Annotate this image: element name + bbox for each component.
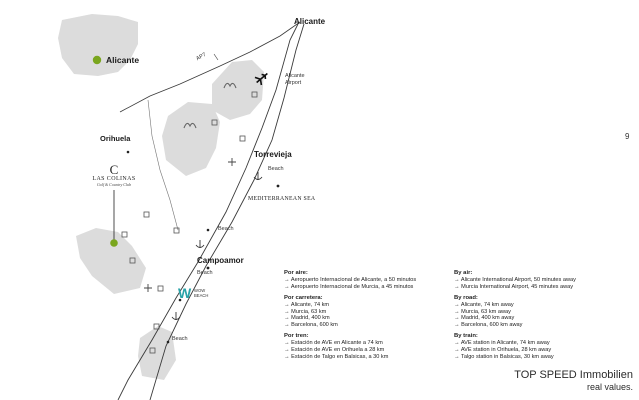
land-area-torrevieja: [162, 102, 220, 176]
las-colinas-marker: [110, 239, 118, 247]
distance-item: → Aeropuerto Internacional de Alicante, a 50 minutos: [284, 277, 452, 284]
las-colinas-subtitle: Golf & Country Club: [96, 182, 132, 187]
ap7-label: AP7: [195, 51, 208, 63]
distance-item: → Murcia International Airport, 45 minutes away: [454, 284, 634, 291]
las-colinas-name: LAS COLINAS: [92, 176, 136, 182]
distance-item: → Estación de AVE en Alicante a 74 km: [284, 340, 452, 347]
alicante-airport-label: Alicante Airport: [285, 73, 305, 86]
distance-group-heading: Por aire:: [284, 270, 308, 276]
distance-item: → Alicante International Airport, 50 minutes away: [454, 277, 634, 284]
land-area-las-colinas: [76, 228, 146, 294]
mediterranean-sea-label: MEDITERRANEAN SEA: [248, 196, 316, 202]
distance-item: → Madrid, 400 km: [284, 315, 452, 322]
wow-letter: W: [178, 285, 192, 301]
distance-item: → Barcelona, 600 km away: [454, 322, 634, 329]
distance-group-heading: Por carretera:: [284, 294, 323, 301]
distance-group-heading: Por tren:: [284, 333, 309, 340]
distance-item: → Talgo station in Balsicas, 30 km away: [454, 354, 634, 361]
beach-label-south: Beach: [172, 336, 188, 342]
distance-item: → Estación de AVE en Orihuela a 28 km: [284, 347, 452, 354]
alicante-inset-marker: [93, 56, 101, 64]
cross-icon: [144, 158, 236, 292]
distance-item: → Aeropuerto Internacional de Murcia, a 45 minutos: [284, 284, 452, 291]
watermark: [514, 369, 633, 392]
orihuela-label: Orihuela: [100, 134, 131, 143]
distance-item: → Murcia, 63 km away: [454, 309, 634, 316]
alicante-inset-label: Alicante: [106, 55, 140, 65]
las-colinas-logo: [84, 164, 144, 187]
distance-item: → Alicante, 74 km away: [454, 302, 634, 309]
land-area-north: [212, 60, 264, 120]
distance-item: → Barcelona, 600 km: [284, 322, 452, 329]
distance-item: → Alicante, 74 km: [284, 302, 452, 309]
torrevieja-label: Torrevieja: [254, 150, 292, 159]
beach-label-1: Beach: [218, 226, 234, 232]
las-colinas-logo-letter: C: [109, 162, 119, 177]
distance-group-heading: By road:: [454, 294, 478, 301]
beach-label-campoamor: Beach: [197, 270, 213, 276]
alicante-city-label: Alicante: [294, 17, 326, 26]
campoamor-label: Campoamor: [197, 256, 244, 265]
wow-beach-name: WOW BEACH: [194, 288, 209, 298]
distances-spanish: [284, 270, 452, 361]
distance-group-heading: By air:: [454, 270, 473, 276]
watermark-brand: TOP SPEED Immobilien: [514, 369, 633, 381]
distance-item: → AVE station in Alicante, 74 km away: [454, 340, 634, 347]
page-number: 9: [625, 132, 630, 141]
distance-item: → Madrid, 400 km away: [454, 315, 634, 322]
distance-group-heading: By train:: [454, 333, 478, 340]
distance-item: → Estación de Talgo en Balsicas, a 30 km: [284, 354, 452, 361]
distance-item: → AVE station in Orihuela, 28 km away: [454, 347, 634, 354]
distance-item: → Murcia, 63 km: [284, 309, 452, 316]
distances-english: [454, 270, 634, 361]
watermark-tagline: real values.: [586, 382, 633, 392]
spain-inset-shape: [58, 14, 138, 76]
beach-label-torrevieja: Beach: [268, 166, 284, 172]
